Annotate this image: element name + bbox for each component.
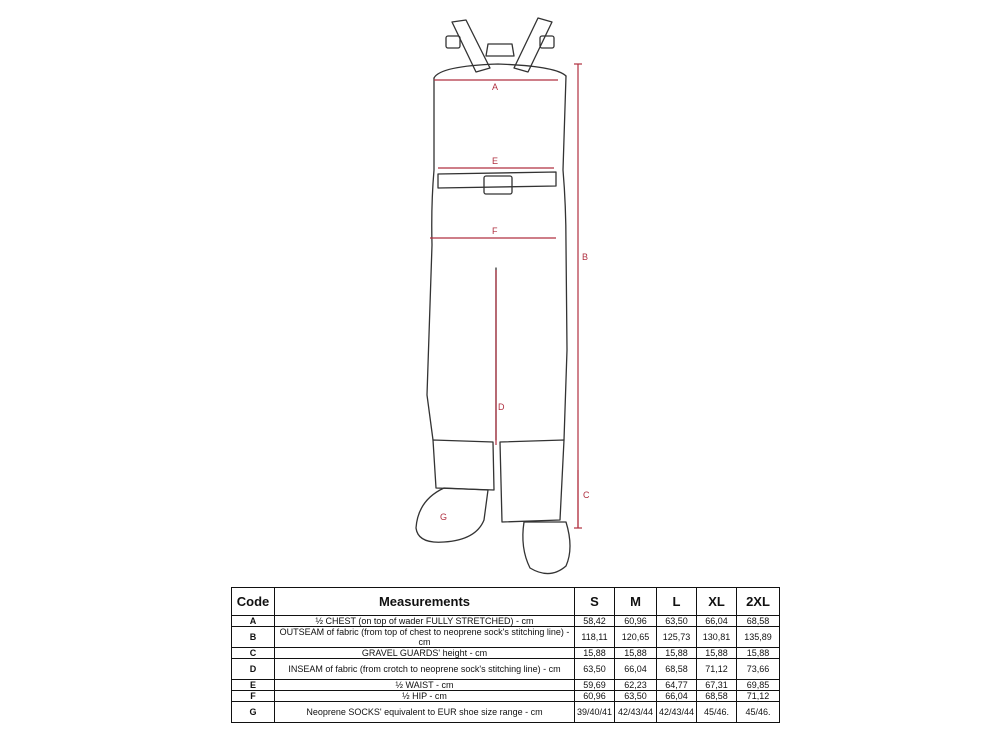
table-row (232, 627, 780, 648)
label-a: A (492, 82, 499, 92)
header-2xl: 2XL (737, 588, 780, 616)
belt-buckle (484, 176, 512, 194)
value-s: 15,88 (575, 648, 615, 659)
table-row (232, 616, 780, 627)
value-m: 60,96 (615, 616, 657, 627)
value-2xl: 68,58 (737, 616, 780, 627)
table-row (232, 691, 780, 702)
label-b: B (582, 252, 589, 262)
row-measurement: ½ WAIST - cm (275, 680, 575, 691)
row-measurement: ½ HIP - cm (275, 691, 575, 702)
value-s: 59,69 (575, 680, 615, 691)
right-gravel-guard (500, 440, 564, 522)
value-l: 125,73 (657, 627, 697, 648)
belt (438, 172, 556, 188)
table-header-row (232, 588, 780, 616)
row-measurement: Neoprene SOCKS' equivalent to EUR shoe size range - cm (275, 702, 575, 723)
value-2xl: 135,89 (737, 627, 780, 648)
value-l: 64,77 (657, 680, 697, 691)
right-suspender (514, 18, 552, 72)
row-code: C (232, 648, 275, 659)
label-f: F (492, 226, 498, 236)
value-2xl: 73,66 (737, 659, 780, 680)
value-2xl: 15,88 (737, 648, 780, 659)
value-m: 120,65 (615, 627, 657, 648)
value-s: 63,50 (575, 659, 615, 680)
value-m: 42/43/44 (615, 702, 657, 723)
right-sock (523, 522, 570, 574)
row-measurement: OUTSEAM of fabric (from top of chest to neoprene sock's stitching line) - cm (275, 627, 575, 648)
label-g: G (440, 512, 448, 522)
label-d: D (498, 402, 505, 412)
value-l: 68,58 (657, 659, 697, 680)
value-m: 15,88 (615, 648, 657, 659)
dimension-lines (430, 64, 582, 528)
row-code: E (232, 680, 275, 691)
row-measurement: INSEAM of fabric (from crotch to neoprene sock's stitching line) - cm (275, 659, 575, 680)
value-s: 39/40/41 (575, 702, 615, 723)
value-s: 58,42 (575, 616, 615, 627)
left-gravel-guard (433, 440, 494, 490)
header-l: L (657, 588, 697, 616)
value-xl: 15,88 (697, 648, 737, 659)
value-2xl: 71,12 (737, 691, 780, 702)
value-xl: 45/46. (697, 702, 737, 723)
value-m: 66,04 (615, 659, 657, 680)
value-xl: 67,31 (697, 680, 737, 691)
value-l: 15,88 (657, 648, 697, 659)
row-code: F (232, 691, 275, 702)
header-s: S (575, 588, 615, 616)
chest-top (434, 64, 566, 78)
body-right (563, 76, 567, 440)
value-xl: 71,12 (697, 659, 737, 680)
value-l: 63,50 (657, 616, 697, 627)
wader-outline (416, 18, 570, 574)
table-row (232, 680, 780, 691)
table-row (232, 648, 780, 659)
row-measurement: GRAVEL GUARDS' height - cm (275, 648, 575, 659)
table-row (232, 659, 780, 680)
row-measurement: ½ CHEST (on top of wader FULLY STRETCHED) - cm (275, 616, 575, 627)
value-xl: 66,04 (697, 616, 737, 627)
body-left (427, 78, 434, 440)
value-l: 66,04 (657, 691, 697, 702)
value-2xl: 45/46. (737, 702, 780, 723)
value-l: 42/43/44 (657, 702, 697, 723)
left-buckle (446, 36, 460, 48)
value-xl: 130,81 (697, 627, 737, 648)
header-measurements: Measurements (275, 588, 575, 616)
dimension-labels (440, 82, 590, 522)
value-m: 63,50 (615, 691, 657, 702)
label-e: E (492, 156, 499, 166)
row-code: A (232, 616, 275, 627)
value-xl: 68,58 (697, 691, 737, 702)
size-chart-table (231, 587, 780, 723)
label-c: C (583, 490, 590, 500)
value-s: 118,11 (575, 627, 615, 648)
header-m: M (615, 588, 657, 616)
row-code: D (232, 659, 275, 680)
value-s: 60,96 (575, 691, 615, 702)
left-sock (416, 488, 488, 542)
header-xl: XL (697, 588, 737, 616)
row-code: G (232, 702, 275, 723)
table-row (232, 702, 780, 723)
value-2xl: 69,85 (737, 680, 780, 691)
value-m: 62,23 (615, 680, 657, 691)
header-code: Code (232, 588, 275, 616)
row-code: B (232, 627, 275, 648)
